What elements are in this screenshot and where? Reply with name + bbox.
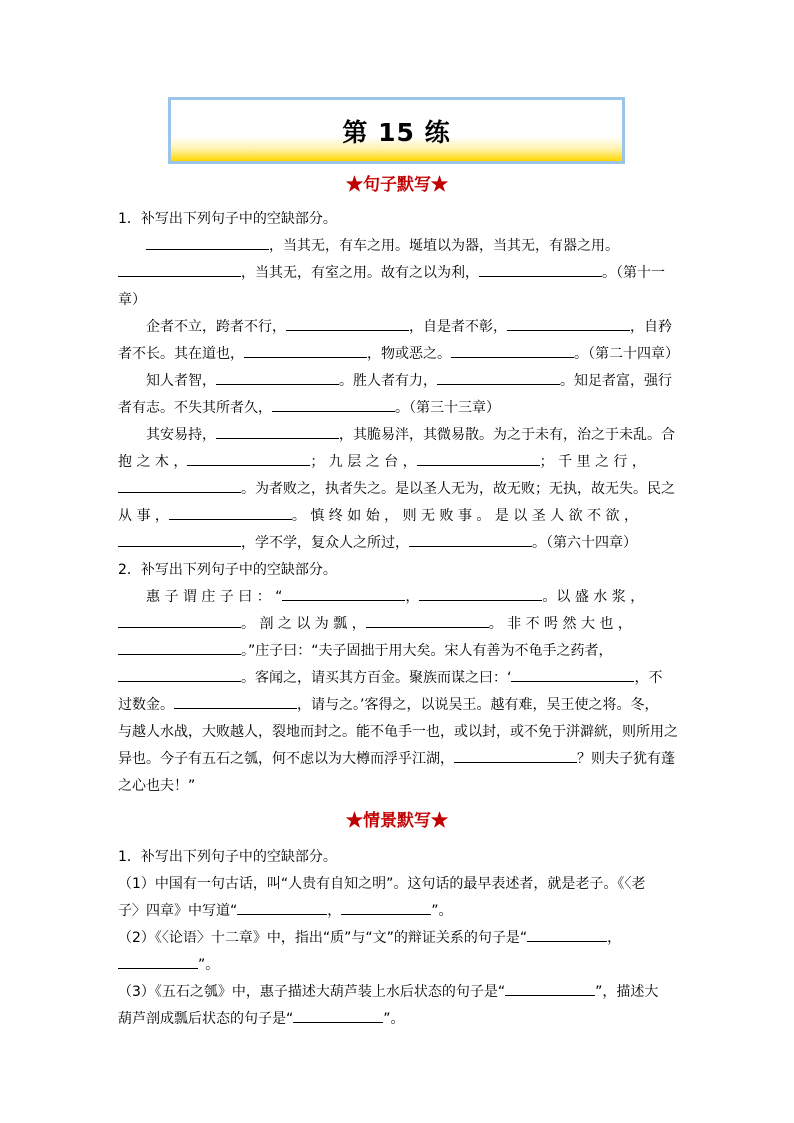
text-line [118, 476, 676, 503]
text-line [118, 422, 676, 449]
fill-blank[interactable] [505, 980, 595, 996]
text-segment: ，当其无，有室之用。故有之以为利， [241, 265, 479, 281]
section-heading-scenario-dictation: ★情景默写★ [346, 811, 448, 831]
text-segment: 异也。今子有五石之瓠，何不虑以为大樽而浮乎江湖， [118, 751, 454, 767]
text-segment: 。知足者富，强行 [560, 373, 672, 389]
text-segment: 。（第二十四章） [574, 346, 679, 362]
text-segment: 。 非 不 呺 然 大 也 ， [488, 616, 632, 632]
text-segment: 抱 之 木 ， [118, 454, 188, 470]
text-segment: ”。 [383, 1011, 405, 1027]
text-segment: ”。 [431, 903, 453, 919]
text-line [118, 952, 676, 979]
text-segment: （3）《五石之瓠》中，惠子描述大葫芦装上水后状态的句子是“ [118, 984, 506, 1000]
text-segment: 。胜人者有力， [339, 373, 437, 389]
fill-blank[interactable] [216, 423, 339, 439]
text-line [118, 584, 676, 611]
text-segment: （1）中国有一句古话，叫“人贵有自知之明”。这句话的最早表述者，就是老子。《〈老 [118, 876, 646, 892]
text-segment: ， [607, 930, 622, 946]
text-segment: 知人者智， [146, 373, 216, 389]
fill-blank[interactable] [507, 315, 630, 331]
text-segment: 子〉四章》中写道“ [118, 903, 238, 919]
text-segment: 之心也夫！” [118, 778, 196, 794]
text-segment: ，不 [634, 670, 663, 686]
text-line [118, 260, 676, 287]
text-segment: （2）《〈论语〉十二章》中，指出“质”与“文”的辩证关系的句子是“ [118, 930, 528, 946]
fill-blank[interactable] [286, 315, 409, 331]
section-scenario-dictation [118, 844, 676, 1033]
fill-blank[interactable] [437, 369, 560, 385]
text-segment: ； 九 层 之 台 ， [310, 454, 417, 470]
text-segment: ，自是者不彰， [409, 319, 507, 335]
text-segment: 从 事 ， [118, 508, 169, 524]
text-segment: ，物或恶之。 [367, 346, 451, 362]
text-segment: 。为者败之，执者失之。是以圣人无为，故无败；无执，故无失。民之 [241, 481, 675, 497]
text-segment: 与越人水战，大败越人，裂地而封之。能不龟手一也，或以封，或不免于洴澼絖，则所用之 [118, 724, 678, 740]
section-heading-sentence-dictation: ★句子默写★ [346, 175, 448, 195]
text-line [118, 665, 676, 692]
fill-blank[interactable] [118, 639, 241, 655]
fill-blank[interactable] [118, 477, 241, 493]
fill-blank[interactable] [417, 450, 540, 466]
text-line [118, 287, 676, 314]
question-label: 2．补写出下列句子中的空缺部分。 [118, 562, 337, 578]
text-line [118, 898, 676, 925]
text-line [118, 449, 676, 476]
text-segment: ； 千 里 之 行 ， [539, 454, 646, 470]
text-segment: ，学不学，复众人之所过， [241, 535, 409, 551]
text-segment: ，请与之。’客得之，以说吴王。越有难，吴王使之将。冬， [297, 697, 659, 713]
text-segment: 企者不立，跨者不行， [146, 319, 286, 335]
text-segment: ， [405, 589, 420, 605]
text-segment: 。（第六十四章） [532, 535, 637, 551]
text-line [118, 871, 676, 898]
fill-blank[interactable] [237, 899, 327, 915]
text-line [118, 341, 679, 368]
text-segment: 者不长。其在道也， [118, 346, 244, 362]
text-line [118, 925, 676, 952]
text-line [118, 773, 676, 800]
text-segment: 过数金。 [118, 697, 174, 713]
fill-blank[interactable] [479, 261, 602, 277]
text-segment: ”，描述大 [595, 984, 659, 1000]
fill-blank[interactable] [118, 953, 198, 969]
text-segment: ，当其无，有车之用。埏埴以为器，当其无，有器之用。 [269, 238, 619, 254]
fill-blank[interactable] [282, 585, 405, 601]
fill-blank[interactable] [293, 1007, 383, 1023]
fill-blank[interactable] [174, 693, 297, 709]
question-label: 1．补写出下列句子中的空缺部分。 [118, 211, 337, 227]
fill-blank[interactable] [216, 369, 339, 385]
text-line [118, 368, 676, 395]
text-segment: 。 慎 终 如 始 ， 则 无 败 事 。 是 以 圣 人 欲 不 欲 ， [291, 508, 639, 524]
fill-blank[interactable] [118, 531, 241, 547]
fill-blank[interactable] [169, 504, 292, 520]
text-line [118, 314, 676, 341]
fill-blank[interactable] [366, 612, 489, 628]
text-line [118, 638, 676, 665]
text-segment: ，自矜 [630, 319, 672, 335]
text-segment: 其安易持， [146, 427, 216, 443]
text-line [118, 692, 676, 719]
fill-blank[interactable] [118, 666, 241, 682]
fill-blank[interactable] [272, 396, 395, 412]
title-banner [168, 97, 625, 164]
text-segment: ， [327, 903, 342, 919]
fill-blank[interactable] [118, 612, 241, 628]
text-segment: 惠 子 谓 庄 子 曰 ： “ [146, 589, 283, 605]
fill-blank[interactable] [341, 899, 431, 915]
text-line [118, 233, 676, 260]
text-line [118, 746, 676, 773]
text-segment: 。 剖 之 以 为 瓢 ， [241, 616, 366, 632]
fill-blank[interactable] [118, 261, 241, 277]
text-segment: 。（第三十三章） [395, 400, 500, 416]
fill-blank[interactable] [244, 342, 367, 358]
question-label: 1．补写出下列句子中的空缺部分。 [118, 849, 337, 865]
fill-blank[interactable] [419, 585, 542, 601]
text-line [118, 1006, 676, 1033]
text-segment: 葫芦剖成瓢后状态的句子是“ [118, 1011, 294, 1027]
text-segment: 。”庄子曰：“夫子固拙于用大矣。宋人有善为不龟手之药者， [241, 643, 613, 659]
fill-blank[interactable] [187, 450, 310, 466]
text-segment: ”。 [198, 957, 220, 973]
text-segment: ？则夫子犹有蓬 [577, 751, 675, 767]
fill-blank[interactable] [146, 234, 269, 250]
text-segment: 者有志。不失其所者久， [118, 400, 272, 416]
text-segment: 。客闻之，请买其方百金。聚族而谋之曰：‘ [241, 670, 512, 686]
text-line [118, 611, 676, 638]
section-sentence-dictation [118, 206, 679, 800]
fill-blank[interactable] [527, 926, 607, 942]
text-segment: ，其脆易泮，其微易散。为之于未有，治之于未乱。合 [339, 427, 675, 443]
fill-blank[interactable] [451, 342, 574, 358]
text-line [118, 530, 676, 557]
text-segment: 。（第十一 [602, 265, 665, 281]
text-line [118, 979, 676, 1006]
text-segment: 章） [118, 292, 146, 308]
fill-blank[interactable] [511, 666, 634, 682]
fill-blank[interactable] [409, 531, 532, 547]
text-line [118, 395, 676, 422]
text-line [118, 503, 676, 530]
text-segment: 。以 盛 水 浆 ， [542, 589, 645, 605]
fill-blank[interactable] [454, 747, 577, 763]
text-line [118, 719, 676, 746]
page-title: 第 15 练 [342, 117, 451, 147]
